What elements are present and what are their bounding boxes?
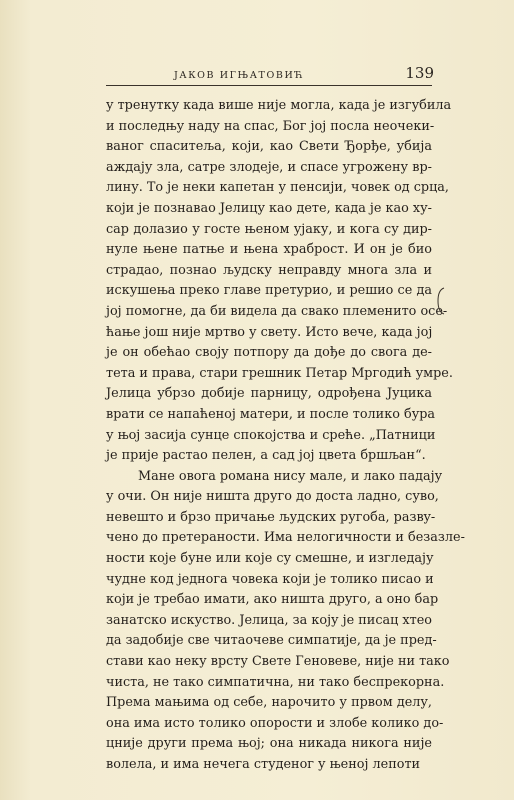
- text-line: занатско искуство. Јелица, за коју је писац хтео: [106, 612, 432, 628]
- text-line: да задобије све читаочеве симпатије, да је пред-: [106, 633, 437, 649]
- text-line: тета и права, стари грешник Петар Мргодић умре.: [106, 365, 453, 381]
- header-rule: [106, 85, 432, 86]
- margin-mark: [436, 286, 446, 316]
- text-line: је прије растао пелен, а сад јој цвета бршљан“.: [106, 448, 426, 464]
- text-line: Мане овога романа нису мале, и лако падају: [138, 468, 443, 484]
- text-line: Према мањима од себе, нарочито у првом делу,: [106, 695, 432, 711]
- text-line: и последњу наду на спас, Бог јој посла неочеки-: [106, 118, 435, 134]
- text-line: искушења преко главе претурио, и решио се да: [106, 283, 432, 299]
- paragraph-1: [106, 96, 453, 467]
- text-line: чиста, не тако симпатична, ни тако беспрекорна.: [106, 674, 445, 690]
- text-line: сар долазио у госте њеном ујаку, и кога су дир-: [106, 221, 432, 237]
- text-line: аждају зла, сатре злодеје, и спасе угрожену вр-: [106, 159, 432, 175]
- text-line: стави као неку врсту Свете Геновеве, није ни тако: [106, 654, 450, 670]
- text-line: лину. То је неки капетан у пенсији, човек од срца,: [106, 180, 450, 196]
- paragraph-2: [106, 467, 465, 776]
- text-line: који је требао имати, ако ништа друго, а оно бар: [106, 592, 439, 608]
- page-number: 139: [405, 64, 434, 82]
- text-line: који је познавао Јелицу као дете, када је као ху-: [106, 200, 432, 216]
- text-line: волела, и има нечега студеног у њеној лепоти: [106, 757, 421, 772]
- text-line: Јелица убрзо добије парницу, одрођена Јуцика: [106, 386, 432, 402]
- text-line: страдао, познао људску неправду многа зла и: [106, 262, 432, 278]
- text-line: нуле њене патње и њена храброст. И он је био: [106, 242, 432, 258]
- running-head: ЈАКОВ ИГЊАТОВИЋ: [174, 70, 305, 81]
- text-line: чено до претераности. Има нелогичности и безазле-: [106, 530, 465, 546]
- text-line: јој помогне, да би видела да свако племенито осе-: [106, 303, 448, 319]
- text-line: у очи. Он није ништа друго до доста ладно, сувo,: [106, 489, 439, 505]
- text-line: врати се напаћеној матери, и после толико бура: [106, 406, 436, 422]
- text-line: ности које буне или које су смешне, и изгледају: [106, 551, 434, 567]
- text-line: чудне код једнога човека који је толико писао и: [106, 571, 434, 587]
- text-line: она има исто толико опорости и злобе колико до-: [106, 715, 444, 731]
- text-line: у тренутку када више није могла, када је изгубила: [106, 98, 452, 113]
- text-line: ћање још није мртво у свету. Исто вече, када јој: [106, 324, 433, 340]
- text-line: ваног спаситеља, који, као Свети Ђорђе, убија: [106, 139, 432, 155]
- body-text: [106, 96, 465, 776]
- text-line: цније други према њој; она никада никога није: [106, 736, 432, 752]
- text-line: у њој засија сунце спокојства и среће. „Патници: [106, 427, 436, 443]
- page-header: [108, 64, 434, 84]
- text-line: је он обећао своју потпору да дође до свога де-: [106, 345, 432, 361]
- text-line: невешто и брзо причање људских ругоба, развy-: [106, 509, 436, 525]
